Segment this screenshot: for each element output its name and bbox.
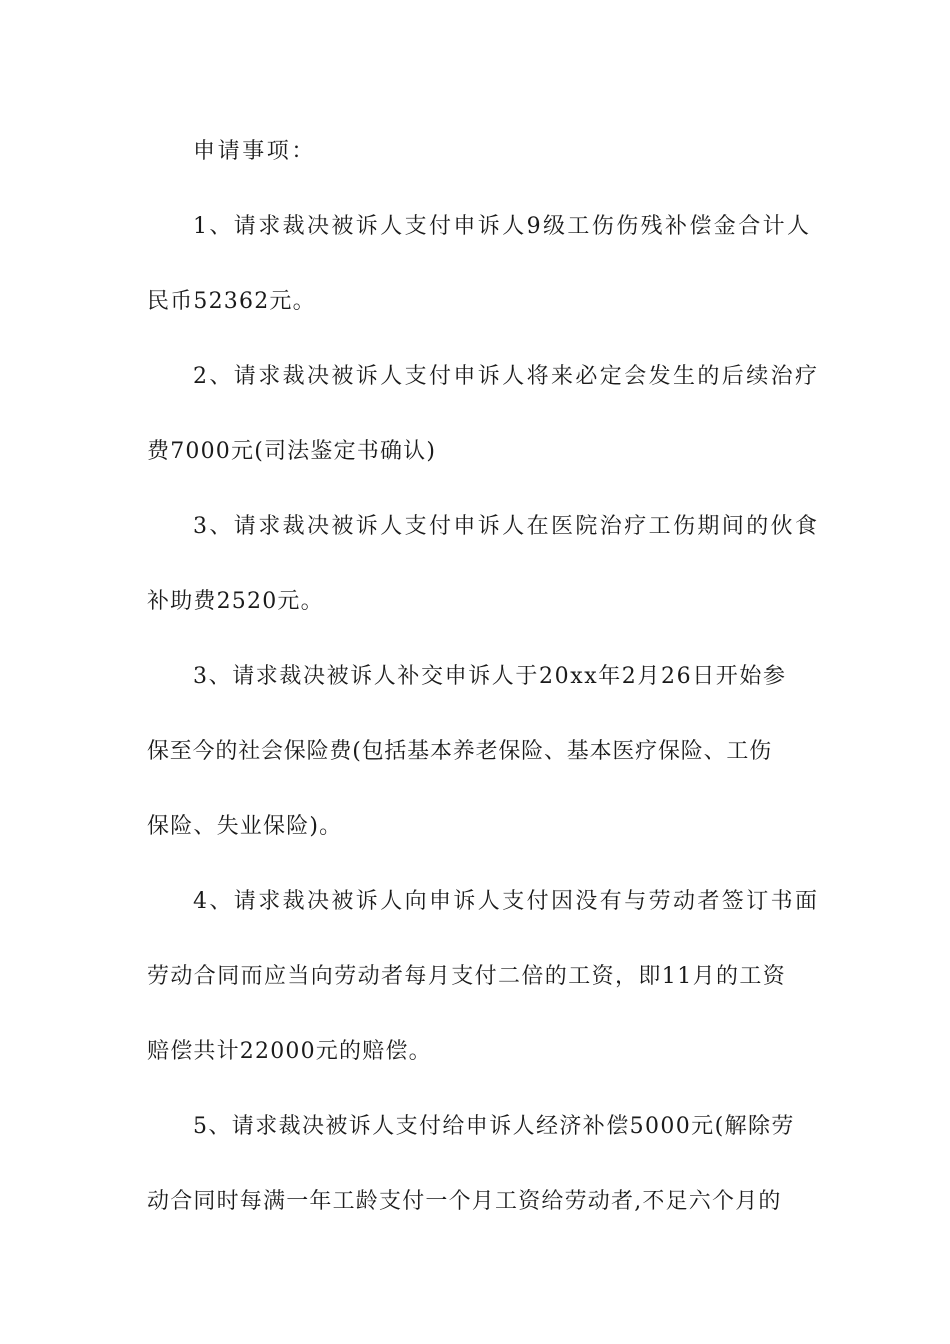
item-5-line-1: 5、请求裁决被诉人支付给申诉人经济补偿5000元(解除劳 xyxy=(193,1114,795,1139)
item-4-line-3: 赔偿共计22000元的赔偿。 xyxy=(147,1039,432,1064)
item-4-line-1: 4、请求裁决被诉人向申诉人支付因没有与劳动者签订书面 xyxy=(193,889,820,914)
item-4-line-2: 劳动合同而应当向劳动者每月支付二倍的工资，即11月的工资 xyxy=(147,964,787,989)
item-5-line-2: 动合同时每满一年工龄支付一个月工资给劳动者,不足六个月的 xyxy=(147,1189,782,1214)
section-heading: 申请事项： xyxy=(193,139,317,164)
item-3a-line-1: 3、请求裁决被诉人支付申诉人在医院治疗工伤期间的伙食 xyxy=(193,514,820,539)
item-3a-line-2: 补助费2520元。 xyxy=(147,589,324,614)
item-2-line-1: 2、请求裁决被诉人支付申诉人将来必定会发生的后续治疗 xyxy=(193,364,820,389)
item-3b-line-1: 3、请求裁决被诉人补交申诉人于20xx年2月26日开始参 xyxy=(193,664,787,689)
item-2-line-2: 费7000元(司法鉴定书确认) xyxy=(147,439,437,464)
item-1-line-1: 1、请求裁决被诉人支付申诉人9级工伤伤残补偿金合计人 xyxy=(193,214,812,239)
item-3b-line-2: 保至今的社会保险费(包括基本养老保险、基本医疗保险、工伤 xyxy=(147,739,772,764)
item-1-line-2: 民币52362元。 xyxy=(147,289,316,314)
item-3b-line-3: 保险、失业保险)。 xyxy=(147,814,343,839)
